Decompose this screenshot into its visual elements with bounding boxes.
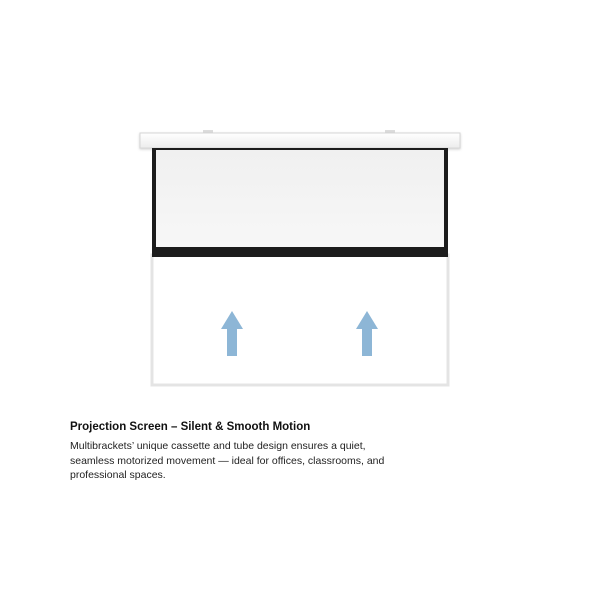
deployed-screen: [152, 148, 448, 257]
caption-title: Projection Screen – Silent & Smooth Motion: [70, 421, 311, 433]
caption-body: Multibrackets’ unique cassette and tube design ensures a quiet, seamless motorized movement — ideal for offices, classrooms, and professional spaces.: [70, 440, 385, 481]
feature-caption: [70, 420, 400, 483]
retracted-screen-outline: [152, 255, 448, 385]
screen-casing: [140, 133, 460, 148]
